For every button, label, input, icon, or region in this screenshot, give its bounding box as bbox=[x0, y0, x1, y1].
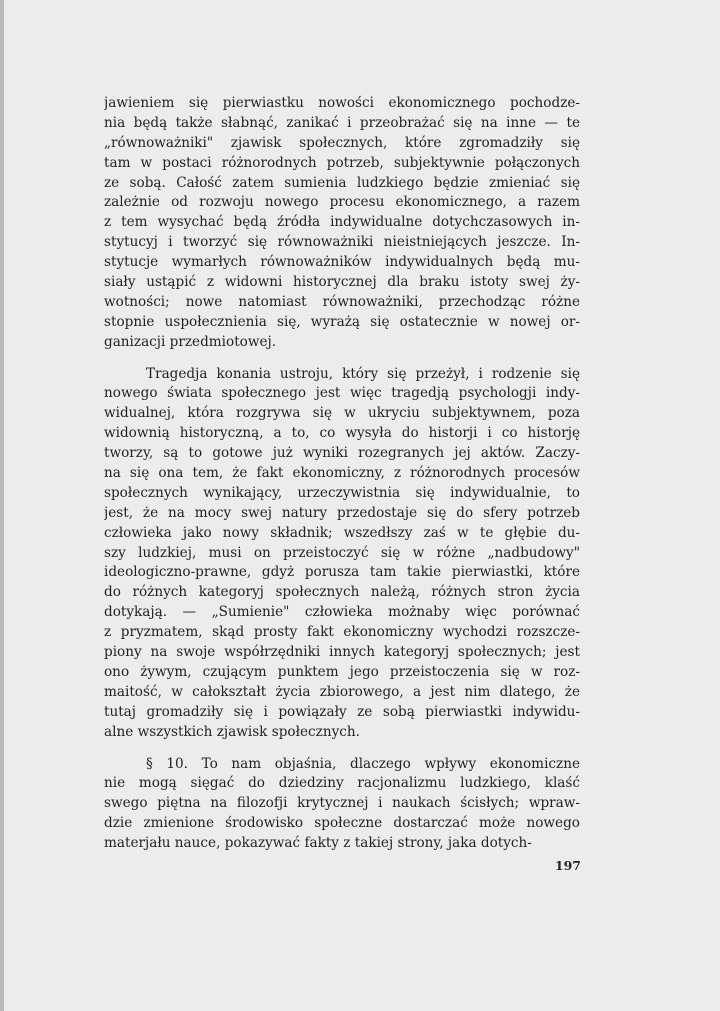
text-line: stytucje wymarłych równoważników indywidualnych będą mu- bbox=[104, 254, 580, 271]
text-line: społecznych wynikający, urzeczywistnia się indywidualnie, to bbox=[104, 484, 580, 501]
text-line: dzie zmienione środowisko społeczne dostarczać może nowego bbox=[104, 815, 580, 832]
text-line: stytucyj i tworzyć się równoważniki nieistniejących jeszcze. In- bbox=[104, 234, 580, 251]
text-line: ze sobą. Całość zatem sumienia ludzkiego będzie zmieniać się bbox=[104, 174, 580, 191]
text-line: „równoważniki" zjawisk społecznych, które zgromadziły się bbox=[104, 134, 580, 151]
text-line: na się ona tem, że fakt ekonomiczny, z różnorodnych procesów bbox=[104, 465, 580, 482]
text-line: swego piętna na filozofji krytycznej i naukach ścisłych; wpraw- bbox=[104, 795, 580, 812]
text-line: ideologiczno-prawne, gdyż porusza tam takie pierwiastki, które bbox=[104, 564, 580, 581]
page-number: 197 bbox=[554, 858, 581, 873]
text-line: alne wszystkich zjawisk społecznych. bbox=[104, 723, 360, 740]
text-line: szy ludzkiej, musi on przeistoczyć się w różne „nadbudowy" bbox=[104, 544, 580, 561]
text-line: tworzy, są to gotowe już wyniki rozegranych jej aktów. Zaczy- bbox=[104, 445, 580, 462]
text-line: materjału nauce, pokazywać fakty z takiej strony, jaka dotych- bbox=[104, 835, 532, 852]
text-line: jawieniem się pierwiastku nowości ekonomicznego pochodze- bbox=[104, 95, 580, 111]
text-line: zależnie od rozwoju nowego procesu ekonomicznego, a razem bbox=[104, 194, 580, 211]
text-line: piony na swoje współrzędniki innych kategoryj społecznych; jest bbox=[104, 644, 580, 661]
page-gutter-shadow bbox=[0, 0, 4, 1011]
text-line: jest, że na mocy swej natury przedostaje się do sfery potrzeb bbox=[104, 504, 580, 521]
text-line: widualnej, która rozgrywa się w ukryciu subjektywnem, poza bbox=[104, 405, 580, 422]
paragraph-1 bbox=[104, 94, 580, 353]
text-line: widownią historyczną, a to, co wysyła do historji i co historję bbox=[104, 425, 580, 442]
body-text bbox=[104, 94, 580, 854]
text-line: maitość, w całokształt życia zbiorowego, a jest nim dlatego, że bbox=[104, 683, 580, 700]
text-line: ganizacji przedmiotowej. bbox=[104, 333, 277, 350]
text-line: § 10. To nam objaśnia, dlaczego wpływy ekonomiczne bbox=[146, 755, 580, 772]
text-line: stopnie uspołecznienia się, wyrażą się ostatecznie w nowej or- bbox=[104, 313, 580, 330]
text-line: nia będą także słabnąć, zanikać i przeobrażać się na inne — te bbox=[104, 114, 580, 131]
text-line: nie mogą sięgać do dziedziny racjonalizmu ludzkiego, klaść bbox=[104, 775, 580, 792]
text-line: tam w postaci różnorodnych potrzeb, subjektywnie połączonych bbox=[104, 154, 580, 171]
text-line: ono żywym, czującym punktem jego przeistoczenia się w roz- bbox=[104, 663, 580, 680]
text-line: do różnych kategoryj społecznych należą, różnych stron życia bbox=[104, 584, 580, 601]
text-line: z tem wysychać będą źródła indywidualne dotychczasowych in- bbox=[104, 214, 580, 231]
text-line: z pryzmatem, skąd prosty fakt ekonomiczny wychodzi rozszcze- bbox=[104, 624, 580, 641]
text-line: tutaj gromadziły się i powiązały ze sobą pierwiastki indywidu- bbox=[104, 703, 580, 720]
paragraph-2 bbox=[104, 365, 580, 743]
paragraph-3 bbox=[104, 755, 580, 854]
text-line: dotykają. — „Sumienie" człowieka możnaby więc porównać bbox=[104, 604, 580, 621]
text-line: człowieka jako nowy składnik; wszedłszy zaś w te głębie du- bbox=[104, 524, 580, 541]
text-line: nowego świata społecznego jest więc tragedją psychologji indy- bbox=[104, 385, 580, 402]
text-line: siały ustąpić z widowni historycznej dla braku istoty swej ży- bbox=[104, 274, 580, 291]
text-line: wotności; nowe natomiast równoważniki, przechodząc różne bbox=[104, 293, 580, 310]
text-line: Tragedja konania ustroju, który się przeżył, i rodzenie się bbox=[146, 365, 580, 382]
